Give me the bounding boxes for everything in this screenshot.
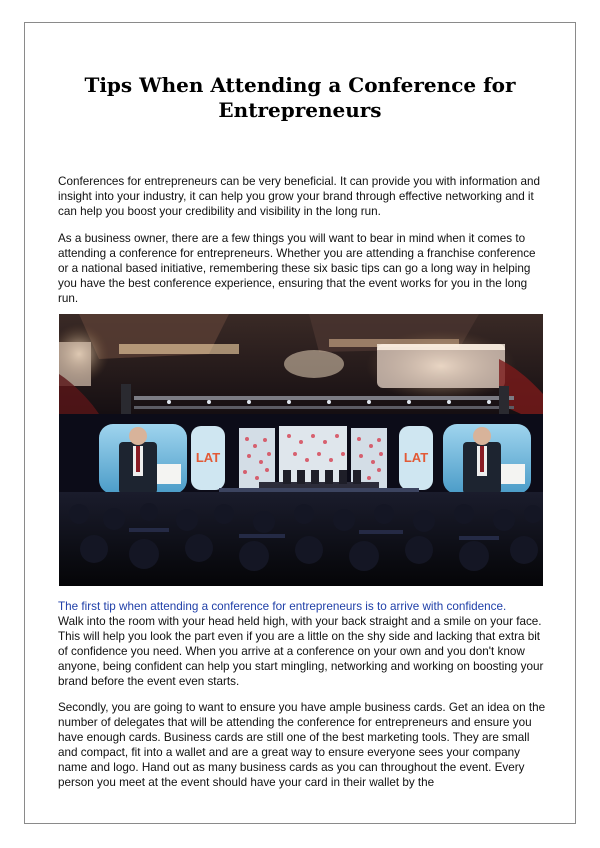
screen-logo-right: LAT — [403, 450, 429, 465]
first-tip-link[interactable]: The first tip when attending a conference for entrepreneurs is to arrive with confidence. — [58, 600, 507, 613]
paragraph-business-owner: As a business owner, there are a few things you will want to bear in mind when it comes to attending a conference for entrepreneurs. Whether you are attending a franchise conference or a national based initiative, remembering these six basic tips can go a long way in helping you have the best conference experience, ensuring that the event works for you in the long run. — [58, 232, 536, 305]
conference-photo — [59, 314, 543, 586]
paragraph-business-cards: Secondly, you are going to want to ensure you have ample business cards. Get an idea on the number of delegates that will be attending the conference for entrepreneurs and ensure you have enough cards. Business cards are still one of the best marketing tools. They are small and compact, fit into a wallet and are a great way to ensure everyone sees your company name and logo. Hand out as many business cards as you can throughout the event. Every person you meet at the event should have your card in their wallet by the — [58, 701, 546, 789]
page-title: Tips When Attending a Conference for Entrepreneurs — [84, 73, 516, 123]
first-tip-body: Walk into the room with your head held high, with your back straight and a smile on your face. This will help you look the part even if you are a little on the shy side and lacking that extra bit of confidence you need. When you arrive at a conference on your own and you don't know anyone, being confident can help you start mingling, networking and working on boosting your brand before the event even starts. — [58, 615, 544, 688]
paragraph-intro: Conferences for entrepreneurs can be very beneficial. It can provide you with information and insight into your industry, it can help you grow your brand through effective networking and it can help you boost your credibility and visibility in the long run. — [58, 175, 541, 218]
paragraph-first-tip — [58, 599, 548, 689]
screen-logo-left: LAT — [195, 450, 221, 465]
